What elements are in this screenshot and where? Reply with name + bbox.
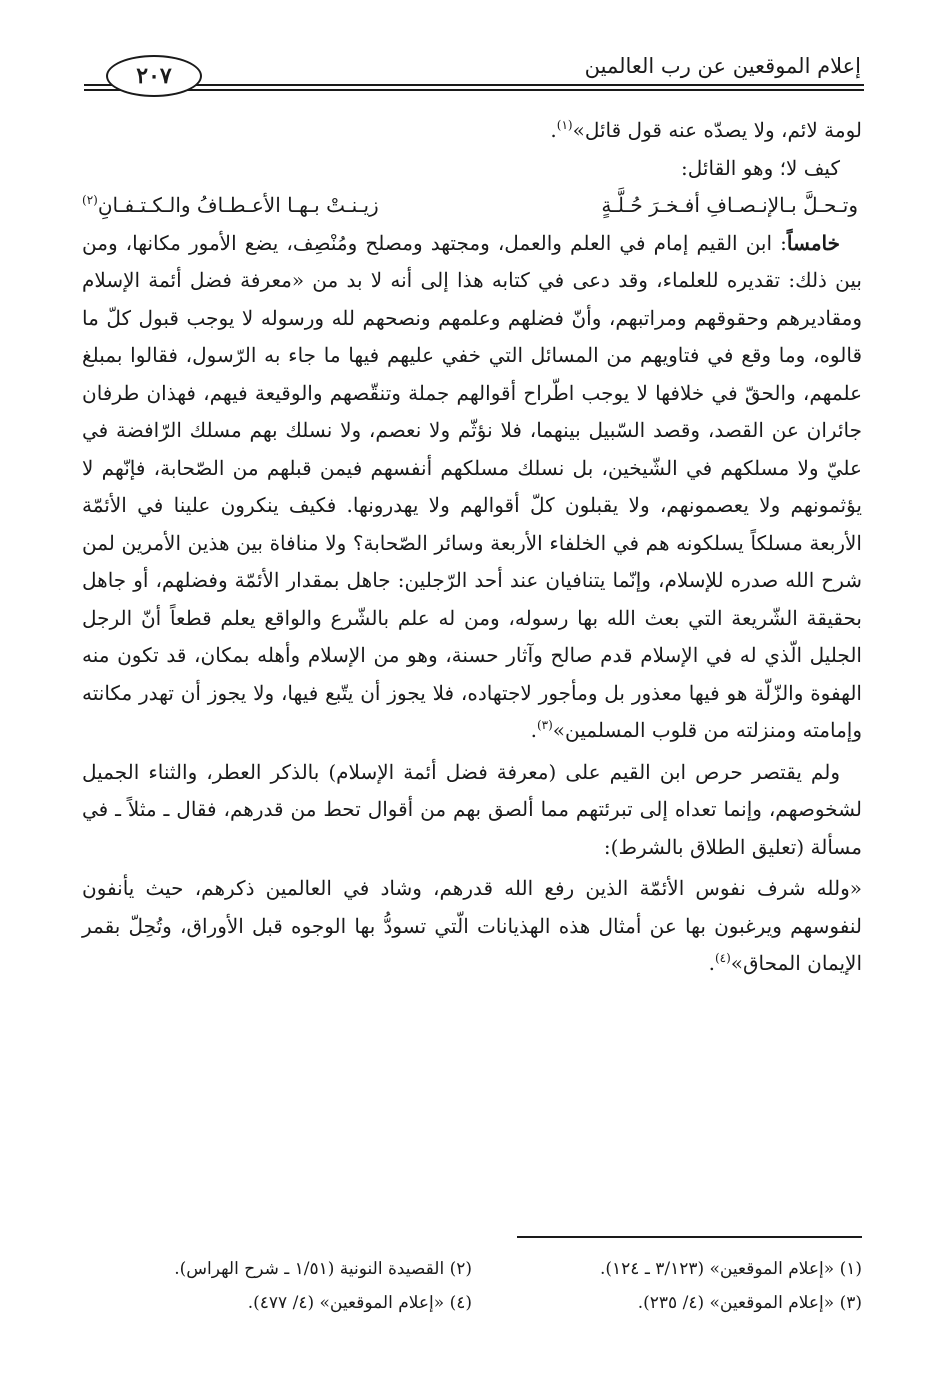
body-text (82, 112, 862, 983)
footnote-2: (٢) القصيدة النونية (١/٥١ ـ شرح الهراس). (174, 1259, 472, 1279)
footnote-ref-4: (٤) (714, 951, 731, 965)
footnote-1: (١) «إعلام الموقعين» (٣/١٢٣ ـ ١٢٤). (599, 1259, 862, 1279)
footnote-ref-2: (٢) (82, 193, 98, 207)
verse-hemistich-second: زيـنـتْ بـهـا الأعـطـافُ والـكـتـفـانِ$^{(٢)}$ (82, 193, 379, 217)
poem-verse (82, 187, 862, 225)
footnote-separator (517, 1236, 862, 1238)
header-rule-lower (84, 89, 864, 91)
paragraph-continuation: لومة لائم، ولا يصدّه عنه قول قائل»$^{(١)}$. (550, 118, 862, 142)
page-number: ٢٠٧ (136, 63, 172, 89)
paragraph-fifth: خامساً: ابن القيم إمام في العلم والعمل، ومجتهد ومصلح ومُنْصِف، يضع الأمور مكانها، ومن بين ذلك: تقديره للعلماء، وقد دعى في كتابه هذا إلى أنه لا بد من «معرفة فضل أئمة الإسلام ومقاديرهم وحقوقهم ومراتبهم، وأنّ فضلهم وعلمهم ونصحهم لله ورسوله لا يوجب قبول كلّ ما قالوه، وما وقع في فتاويهم من المسائل التي خفي عليهم فيها ما جاء به الرّسول، فقالوا بمبلغ علمهم، والحقّ في خلافها لا يوجب اطّراح أقوالهم جملة وتنقّصهم والوقيعة فيهم، فهذان طرفان جائران عن القصد، وقصد السّبيل بينهما، فلا نؤثّم ولا نعصم، ولا نسلك بهم مسلك الرّافضة في عليّ ولا مسلكهم في الشّيخين، بل نسلك مسلكهم أنفسهم فيمن قبلهم من الصّحابة، فإنّهم لا يؤثمونهم ولا يعصمونهم، ولا يقبلون كلّ أقوالهم ولا يهدرونها. فكيف ينكرون علينا في الأئمّة الأربعة مسلكاً يسلكونه هم في الخلفاء الأربعة وسائر الصّحابة؟ ولا منافاة بين هذين الأمرين لمن شرح الله صدره للإسلام، وإنّما يتنافيان عند أحد الرّجلين: جاهل بمقدار الأئمّة وفضلهم، أو جاهل بحقيقة الشّريعة التي بعث الله بها رسوله، ومن له علم بالشّرع والواقع يعلم قطعاً أنّ الرجل الجليل الّذي له في الإسلام قدم صالح وآثار حسنة، وهو من الإسلام وأهله بمكان، قد تكون منه الهفوة والزّلّة هو فيها معذور بل ومأجور لاجتهاده، فلا يجوز أن يتّبع فيها، ولا يجوز أن تهدر مكانته وإمامته ومنزلته من قلوب المسلمين»$^{(٣)}$. (82, 230, 862, 742)
running-title: إعلام الموقعين عن رب العالمين (584, 54, 861, 78)
page-number-oval (106, 55, 202, 97)
footnote-3: (٣) «إعلام الموقعين» (٤/ ٢٣٥). (637, 1293, 862, 1313)
paragraph-ibn-qayyim: ولم يقتصر حرص ابن القيم على (معرفة فضل أئمة الإسلام) بالذكر العطر، والثناء الجميل لشخوصهم، وإنما تعداه إلى تبرئتهم مما ألصق بهم من أقوال تحط من قدرهم، فقال ـ مثلاً ـ في مسألة (تعليق الطلاق بالشرط): (82, 759, 863, 859)
footnote-ref-1: (١) (556, 118, 573, 132)
verse-hemistich-first: وتـحـلَّ بـالإنـصـافِ أفـخـرَ حُـلَّـةٍ (601, 193, 858, 217)
paragraph-lead-word: خامساً (786, 230, 840, 255)
header-rule-upper (84, 84, 864, 86)
footnote-4: (٤) «إعلام الموقعين» (٤/ ٤٧٧). (247, 1293, 472, 1313)
paragraph-intro-verse: كيف لا؛ وهو القائل: (681, 155, 840, 180)
paragraph-quote: «ولله شرف نفوس الأئمّة الذين رفع الله قدرهم، وشاد في العالمين ذكرهم، حيث يأنفون لنفوسهم ويرغبون بها عن أمثال هذه الهذيانات الّتي تسودُّ بها الوجوه قبل الأوراق، وتُحِلّ بقمر الإيمان المحاق»$^{(٤)}$. (82, 876, 862, 975)
footnote-ref-3: (٣) (536, 718, 553, 732)
footnotes (82, 1252, 862, 1320)
